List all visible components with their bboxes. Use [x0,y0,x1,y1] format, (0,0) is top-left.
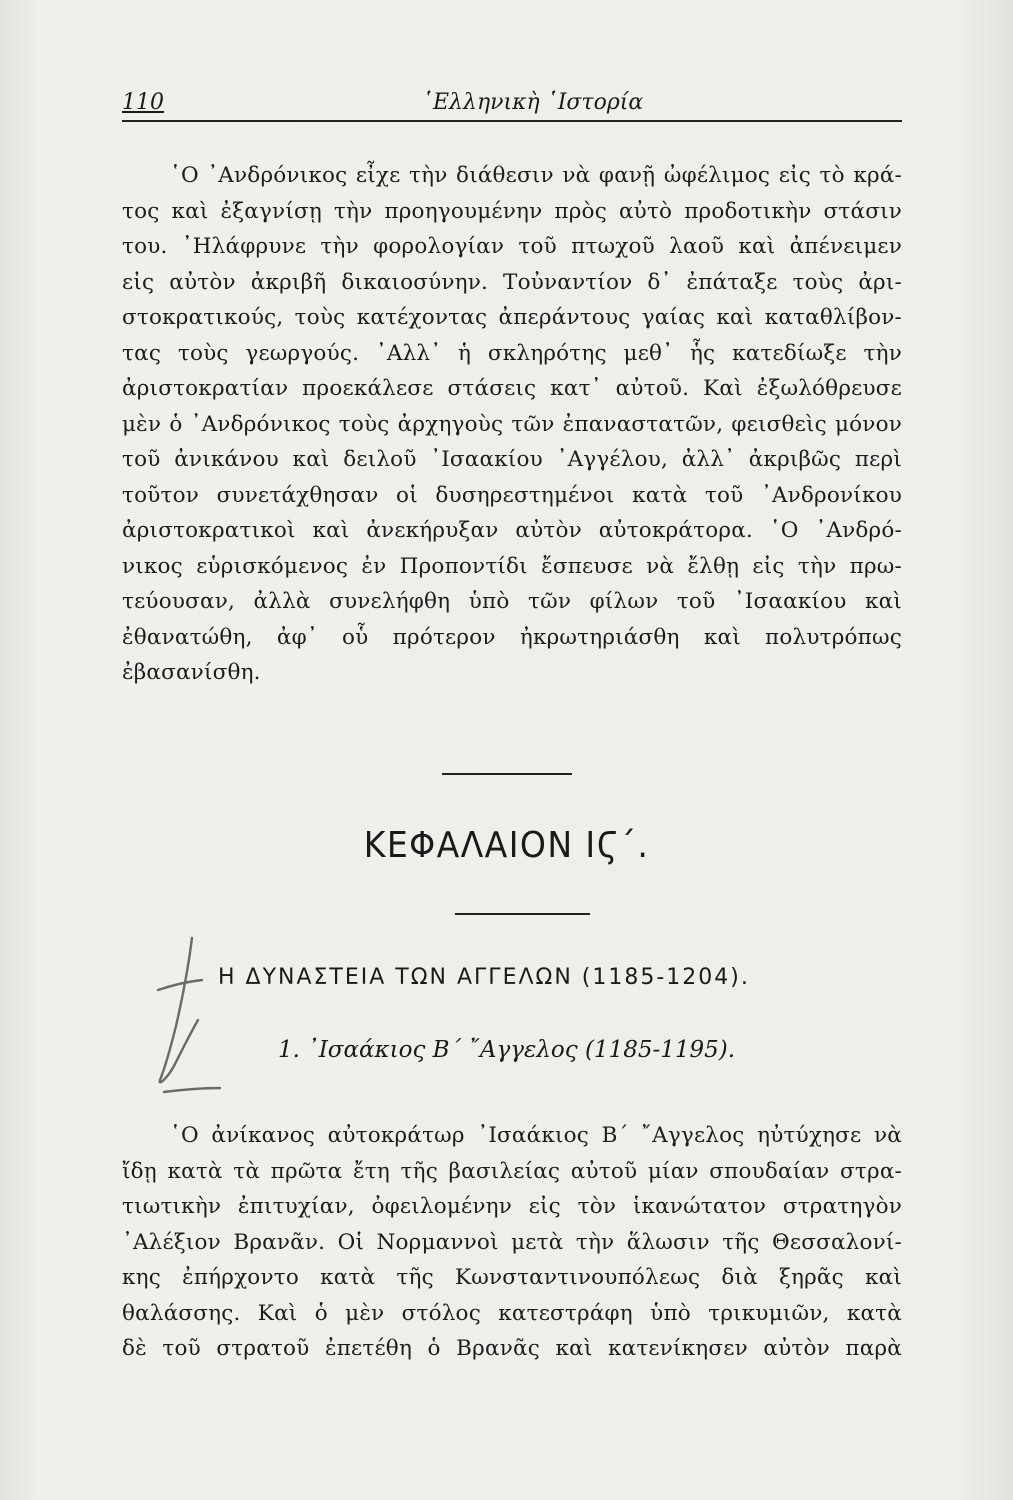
text-line: ῾Ο ᾿Ανδρόνικος εἶχε τὴν διάθεσιν νὰ φανῇ ὠφέλιμος εἰς τὸ κρά- [170,163,902,188]
sub-title: 1. ᾿Ισαάκιος Β΄ ῎Αγγελος (1185-1195). [277,1037,736,1063]
paragraph-1 [122,158,902,691]
text-line: τος καὶ ἐξαγνίσῃ τὴν προηγουμένην πρὸς αὐτὸ προδοτικὴν στάσιν [122,198,902,224]
text-line: ἐθανατώθη, ἀφ᾿ οὗ πρότερον ἠκρωτηριάσθη καὶ πολυτρόπως [122,624,902,650]
section-title: Η ΔΥΝΑΣΤΕΙΑ ΤΩΝ ΑΓΓΕΛΩΝ (1185-1204). [218,965,750,990]
text-line: στοκρατικούς, τοὺς κατέχοντας ἀπεράντους γαίας καὶ καταθλίβον- [122,305,902,330]
text-line: ἐβασανίσθη. [122,660,261,685]
text-line: τας τοὺς γεωργούς. ᾿Αλλ᾿ ἡ σκληρότης μεθ᾿ ἧς κατεδίωξε τὴν [122,340,902,366]
text-line: εἰς αὐτὸν ἀκριβῆ δικαιοσύνην. Τοὐναντίον δ᾿ ἐπάταξε τοὺς ἀρι- [122,269,902,295]
text-line: ᾿Αλέξιον Βρανᾶν. Οἱ Νορμαννοὶ μετὰ τὴν ἅλωσιν τῆς Θεσσαλονί- [122,1229,902,1255]
text-line: τοῦτον συνετάχθησαν οἱ δυσηρεστημένοι κατὰ τοῦ ᾿Ανδρονίκου [122,482,902,508]
text-line: μὲν ὁ ᾿Ανδρόνικος τοὺς ἀρχηγοὺς τῶν ἐπαναστατῶν, φεισθεὶς μόνον [122,411,902,437]
text-line: ἀριστοκρατίαν προεκάλεσε στάσεις κατ᾿ αὐτοῦ. Καὶ ἐξωλόθρευσε [122,376,902,401]
text-line: ἴδῃ κατὰ τὰ πρῶτα ἔτη τῆς βασιλείας αὐτοῦ μίαν σπουδαίαν στρα- [122,1158,902,1184]
divider-rule [455,913,590,915]
pencil-annotation-mark [140,930,280,1100]
text-line: τεύουσαν, ἀλλὰ συνελήφθη ὑπὸ τῶν φίλων τοῦ ᾿Ισαακίου καὶ [122,589,902,614]
text-line: νικος εὑρισκόμενος ἐν Προποντίδι ἔσπευσε νὰ ἔλθῃ εἰς τὴν πρω- [122,553,902,579]
text-line: τιωτικὴν ἐπιτυχίαν, ὀφειλομένην εἰς τὸν ἱκανώτατον στρατηγὸν [122,1194,902,1219]
text-line: δὲ τοῦ στρατοῦ ἐπετέθη ὁ Βρανᾶς καὶ κατενίκησεν αὐτὸν παρὰ [122,1336,902,1361]
text-line: ἀριστοκρατικοὶ καὶ ἀνεκήρυξαν αὐτὸν αὐτοκράτορα. ῾Ο ᾿Ανδρό- [122,518,902,543]
text-line: θαλάσσης. Καὶ ὁ μὲν στόλος κατεστράφη ὑπὸ τρικυμιῶν, κατὰ [122,1300,902,1326]
text-line: του. ᾿Ηλάφρυνε τὴν φορολογίαν τοῦ πτωχοῦ λαοῦ καὶ ἀπένειμεν [122,234,902,259]
page-number: 110 [122,90,164,115]
text-line: ῾Ο ἀνίκανος αὐτοκράτωρ ᾿Ισαάκιος Β΄ ῎Αγγελος ηὐτύχησε νὰ [170,1123,902,1148]
paragraph-2 [122,1118,902,1367]
text-line: τοῦ ἀνικάνου καὶ δειλοῦ ᾿Ισαακίου ᾿Αγγέλου, ἀλλ᾿ ἀκριβῶς περὶ [122,447,902,472]
divider-rule [442,773,572,775]
text-line: κης ἐπήρχοντο κατὰ τῆς Κωνσταντινουπόλεως διὰ ξηρᾶς καὶ [122,1265,902,1290]
page-header [122,88,902,122]
running-title: ῾Ελληνικὴ ῾Ιστορία [422,90,644,115]
chapter-title: ΚΕΦΑΛΑΙΟΝ ΙϚ΄. [363,825,650,866]
